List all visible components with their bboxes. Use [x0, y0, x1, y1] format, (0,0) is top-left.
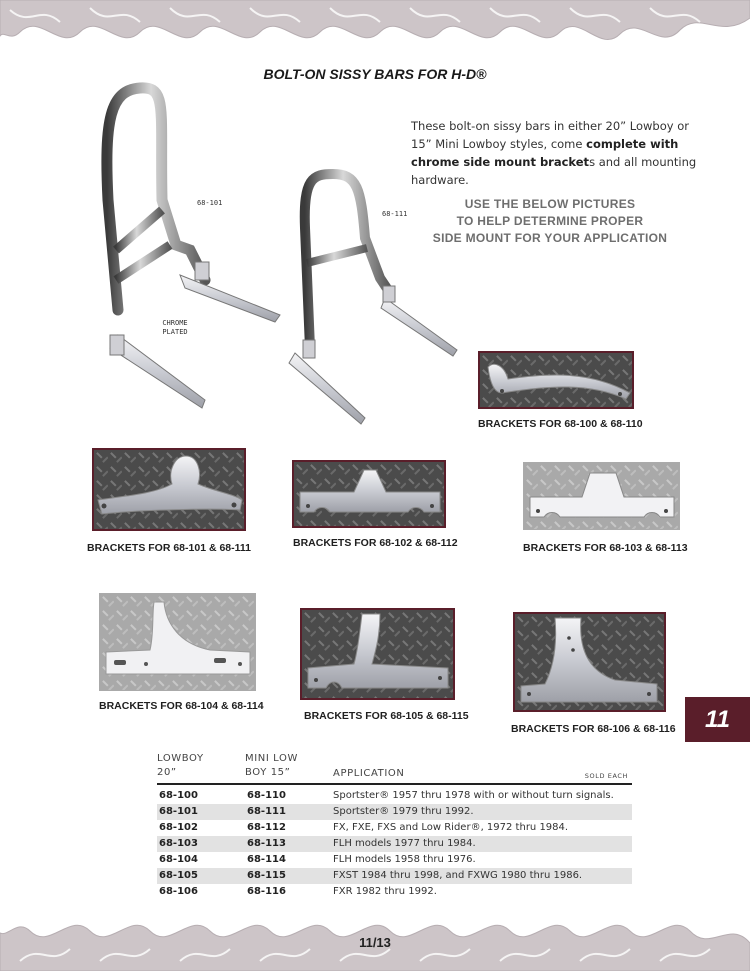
mini-part-number: 68-112	[247, 822, 286, 833]
lowboy-part-number: 68-104	[159, 854, 198, 865]
part-number-small: 68-111	[382, 210, 408, 218]
part-number-large: 68-101	[197, 199, 223, 207]
table-row	[157, 788, 632, 804]
bracket-caption-103: BRACKETS FOR 68-103 & 68-113	[523, 542, 688, 554]
table-row	[157, 836, 632, 852]
header-mini-lowboy	[245, 752, 298, 780]
sissy-bar-lowboy-image	[90, 80, 290, 420]
bracket-caption-106: BRACKETS FOR 68-106 & 68-116	[511, 723, 676, 735]
advice-line-1: USE THE BELOW PICTURES	[464, 197, 636, 211]
header-application: APPLICATION	[333, 768, 405, 779]
lowboy-part-number: 68-101	[159, 806, 198, 817]
application-text: FXR 1982 thru 1992.	[333, 886, 437, 897]
table-row	[157, 884, 632, 900]
mini-part-number: 68-116	[247, 886, 286, 897]
application-text: Sportster® 1979 thru 1992.	[333, 806, 474, 817]
bracket-photo-103	[523, 462, 680, 530]
header-lowboy-line2: 20”	[157, 767, 177, 778]
bracket-photo-104	[99, 593, 256, 691]
mini-part-number: 68-115	[247, 870, 286, 881]
page-title: BOLT-ON SISSY BARS FOR H-D®	[263, 66, 487, 82]
application-table-header	[157, 752, 632, 782]
bracket-caption-102: BRACKETS FOR 68-102 & 68-112	[293, 537, 458, 549]
chapter-tab: 11	[685, 697, 750, 742]
mini-part-number: 68-111	[247, 806, 286, 817]
lowboy-part-number: 68-105	[159, 870, 198, 881]
bracket-caption-104: BRACKETS FOR 68-104 & 68-114	[99, 700, 264, 712]
application-text: FLH models 1958 thru 1976.	[333, 854, 476, 865]
intro-text-start: These bolt-on sissy bars in either 20” Lowboy or 15” Mini Lowboy styles, come	[411, 119, 689, 151]
lowboy-part-number: 68-103	[159, 838, 198, 849]
chrome-plated-label	[150, 319, 200, 337]
mini-part-number: 68-114	[247, 854, 286, 865]
chrome-label-line1: CHROME	[162, 319, 188, 327]
table-row	[157, 820, 632, 836]
header-mini-line1: MINI LOW	[245, 753, 298, 764]
table-row	[157, 868, 632, 884]
bracket-caption-100: BRACKETS FOR 68-100 & 68-110	[478, 418, 643, 430]
advice-line-3: SIDE MOUNT FOR YOUR APPLICATION	[432, 231, 668, 245]
table-row	[157, 804, 632, 820]
advice-line-2: TO HELP DETERMINE PROPER	[456, 214, 644, 228]
intro-text-bold: complete with chrome side mount bracket	[411, 137, 679, 169]
bracket-photo-102	[292, 460, 446, 528]
bracket-caption-101: BRACKETS FOR 68-101 & 68-111	[87, 542, 251, 554]
application-text: FLH models 1977 thru 1984.	[333, 838, 476, 849]
intro-paragraph	[411, 117, 711, 189]
bracket-photo-106	[513, 612, 666, 712]
bracket-photo-105	[300, 608, 455, 700]
chrome-label-line2: PLATED	[162, 328, 188, 336]
advice-note	[420, 196, 680, 247]
lowboy-part-number: 68-106	[159, 886, 198, 897]
header-sold-each: SOLD EACH	[584, 772, 628, 780]
lowboy-part-number: 68-100	[159, 790, 198, 801]
header-mini-line2: BOY 15”	[245, 767, 291, 778]
header-lowboy-line1: LOWBOY	[157, 753, 204, 764]
table-header-rule	[157, 783, 632, 785]
application-text: FX, FXE, FXS and Low Rider®, 1972 thru 1984.	[333, 822, 569, 833]
intro-text-end: s and all mounting hardware.	[411, 155, 697, 187]
lowboy-part-number: 68-102	[159, 822, 198, 833]
application-text: Sportster® 1957 thru 1978 with or without turn signals.	[333, 790, 614, 801]
application-table-body	[157, 788, 632, 900]
header-lowboy	[157, 752, 204, 780]
bracket-caption-105: BRACKETS FOR 68-105 & 68-115	[304, 710, 469, 722]
application-text: FXST 1984 thru 1998, and FXWG 1980 thru 1986.	[333, 870, 583, 881]
mini-part-number: 68-113	[247, 838, 286, 849]
page-number: 11/13	[359, 935, 391, 950]
table-row	[157, 852, 632, 868]
bracket-photo-100	[478, 351, 634, 409]
mini-part-number: 68-110	[247, 790, 286, 801]
bracket-photo-101	[92, 448, 246, 531]
flame-border-top	[0, 0, 750, 58]
